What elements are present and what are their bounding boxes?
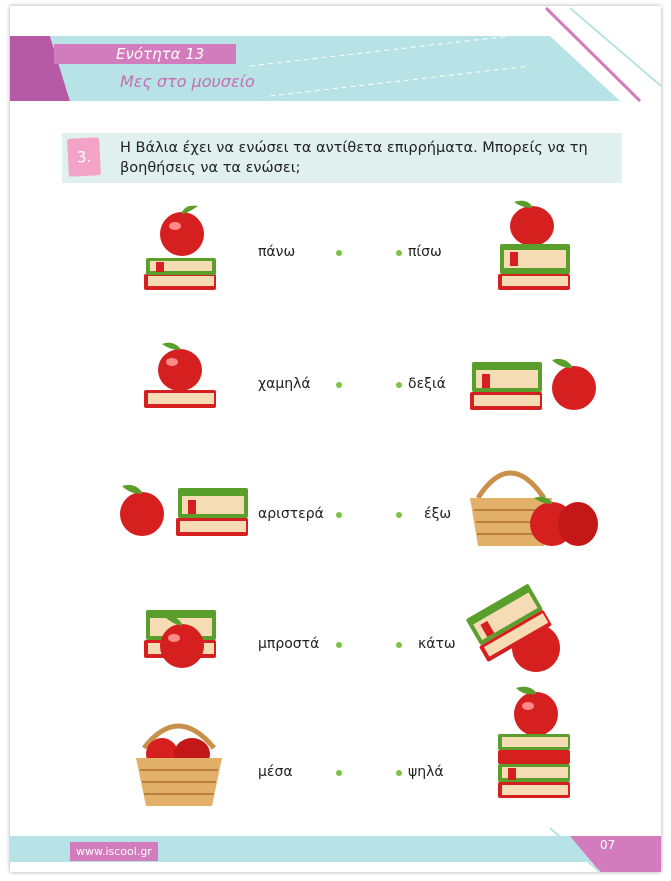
apple-left-of-books-icon [112,474,252,554]
right-dot[interactable] [396,770,402,776]
right-dot[interactable] [396,382,402,388]
right-word: έξω [424,506,452,522]
pair-row [10,588,661,698]
unit-title: Ενότητα 13 [54,44,236,64]
site-link[interactable]: www.iscool.gr [70,842,158,861]
left-dot[interactable] [336,382,342,388]
apple-on-tall-stack-icon [496,688,576,818]
unit-subtitle: Μες στο μουσείο [120,72,255,91]
right-dot[interactable] [396,250,402,256]
right-word: κάτω [418,636,456,652]
left-word: αριστερά [258,506,324,522]
left-word: χαμηλά [258,376,311,392]
left-dot[interactable] [336,512,342,518]
apples-in-basket-icon [134,718,224,810]
right-word: πίσω [408,244,442,260]
apple-right-of-books-icon [468,348,598,428]
question-text: Η Βάλια έχει να ενώσει τα αντίθετα επιρρήματα. Μπορείς να τη βοηθήσεις να τα ενώσει; [120,140,588,176]
left-word: μέσα [258,764,293,780]
right-word: ψηλά [408,764,444,780]
question-number: 3. [67,137,101,177]
apple-on-book-icon [142,338,222,423]
pair-row [10,712,661,822]
apple-behind-books-icon [496,196,576,296]
left-dot[interactable] [336,250,342,256]
worksheet-page [10,6,661,872]
pair-row [10,328,661,438]
apple-on-books-icon [142,196,222,296]
left-dot[interactable] [336,642,342,648]
pair-row [10,456,661,566]
pair-row [10,196,661,306]
apples-outside-basket-icon [468,458,603,553]
left-word: πάνω [258,244,296,260]
right-word: δεξιά [408,376,446,392]
left-word: μπροστά [258,636,320,652]
page-number: 07 [600,838,616,852]
left-dot[interactable] [336,770,342,776]
header-band [10,6,661,76]
right-dot[interactable] [396,512,402,518]
apple-under-books-icon [466,588,576,683]
right-dot[interactable] [396,642,402,648]
footer [10,828,661,872]
apple-in-front-of-books-icon [142,600,222,680]
